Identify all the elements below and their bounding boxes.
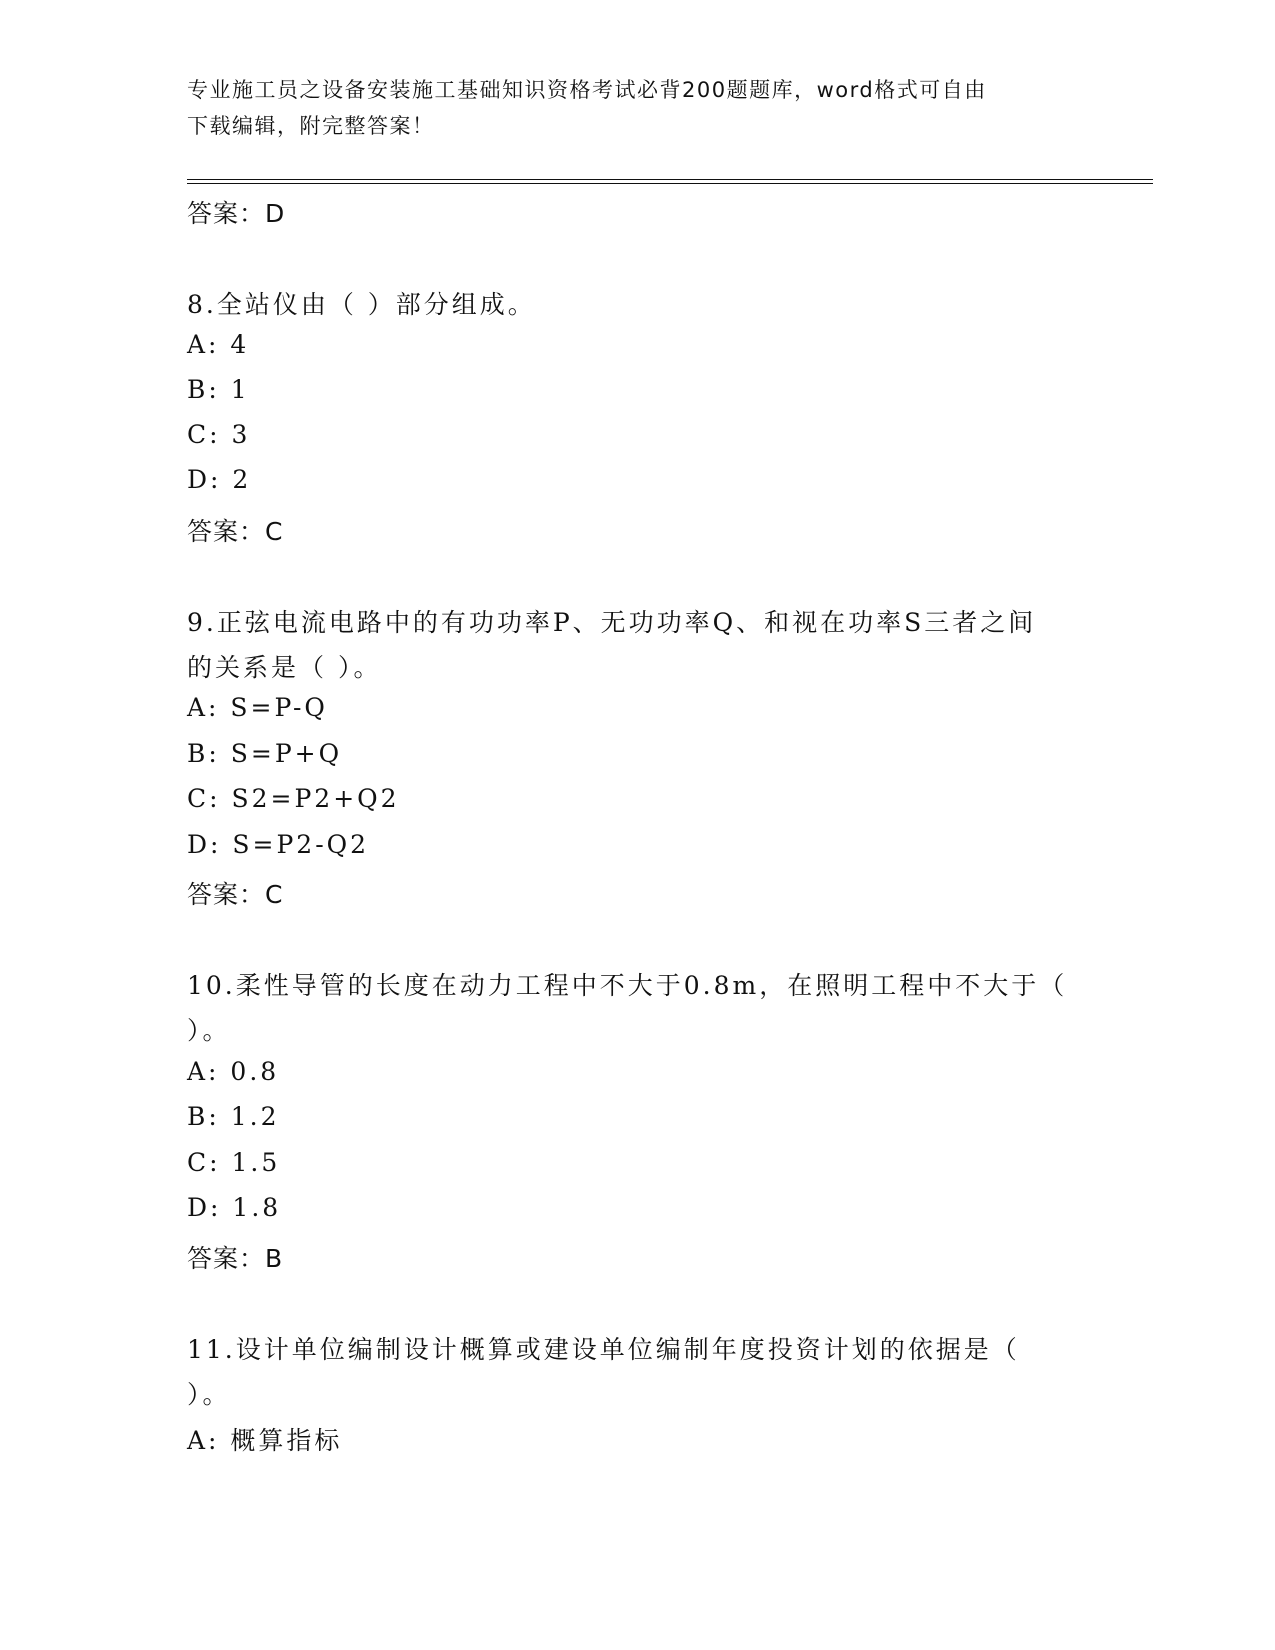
answer-line: 答案：C [187,517,284,546]
option-line: D: S=P2-Q2 [187,830,370,859]
header-line-1: 专业施工员之设备安装施工基础知识资格考试必背200题题库，word格式可自由 [187,78,987,102]
question-line: ）。 [187,1016,231,1045]
option-line: C: 3 [187,420,251,449]
document-header [187,72,1067,144]
option-line: D: 1.8 [187,1193,282,1222]
question-line: 8.全站仪由（ ）部分组成。 [187,290,536,319]
option-line: A: S=P-Q [187,693,328,722]
answer-line: 答案：D [187,199,286,228]
header-line-2: 下载编辑，附完整答案！ [187,114,435,138]
option-line: B: 1 [187,375,250,404]
header-divider-bottom [187,183,1153,184]
question-line: ）。 [187,1380,231,1409]
option-line: A: 0.8 [187,1057,280,1086]
answer-line: 答案：C [187,880,284,909]
question-line: 11.设计单位编制设计概算或建设单位编制年度投资计划的依据是（ [187,1335,1020,1364]
question-line: 9.正弦电流电路中的有功功率P、无功功率Q、和视在功率S三者之间 [187,608,1037,637]
header-divider-top [187,179,1153,180]
option-line: C: 1.5 [187,1148,281,1177]
option-line: C: S2=P2+Q2 [187,784,400,813]
option-line: D: 2 [187,465,252,494]
option-line: A: 概算指标 [187,1426,343,1455]
question-line: 10.柔性导管的长度在动力工程中不大于0.8m，在照明工程中不大于（ [187,971,1068,1000]
option-line: B: 1.2 [187,1102,280,1131]
option-line: B: S=P+Q [187,739,343,768]
answer-line: 答案：B [187,1244,284,1273]
option-line: A: 4 [187,330,250,359]
question-line: 的关系是（ ）。 [187,653,382,682]
